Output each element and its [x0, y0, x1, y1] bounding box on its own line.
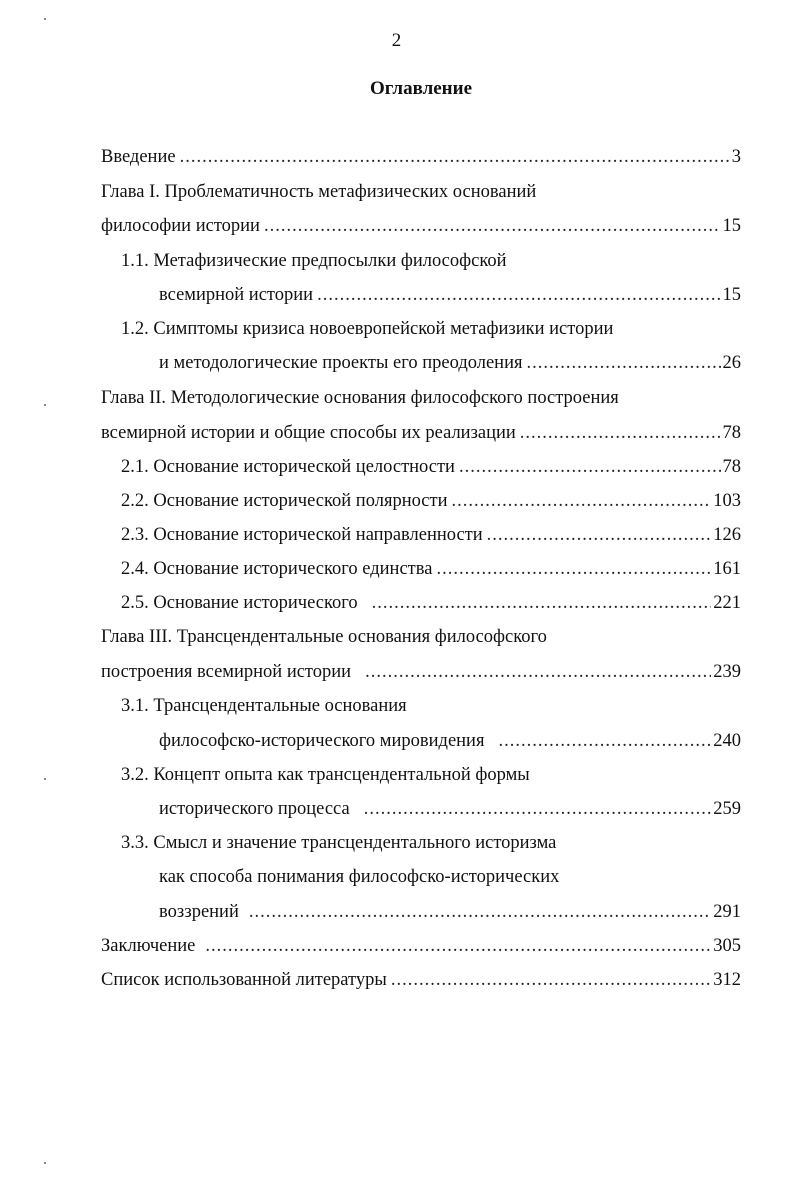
- dot-leader: [391, 963, 711, 997]
- toc-entry-label: Глава II. Методологические основания философского построения: [101, 388, 619, 408]
- toc-entry-conclusion[interactable]: [101, 929, 741, 963]
- toc-entry-label: 2.5. Основание исторического: [121, 593, 358, 613]
- toc-entry-section-1-1-cont[interactable]: [159, 278, 741, 312]
- dot-leader: [249, 895, 711, 929]
- toc-entry-label: Заключение: [101, 936, 196, 956]
- toc-entry-label: 1.1. Метафизические предпосылки философской: [121, 251, 507, 271]
- toc-entry-label: Глава III. Трансцендентальные основания философского: [101, 627, 547, 647]
- dot-leader: [527, 346, 721, 380]
- toc-entry-label: и методологические проекты его преодоления: [159, 353, 523, 373]
- toc-entry-label: 3.3. Смысл и значение трансцендентального историзма: [121, 833, 557, 853]
- dot-leader: [317, 278, 720, 312]
- margin-mark: [44, 778, 46, 780]
- toc-entry-page: 305: [713, 936, 741, 956]
- toc-entry-label: 3.1. Трансцендентальные основания: [121, 696, 407, 716]
- toc-entry-label: исторического процесса: [159, 799, 350, 819]
- dot-leader: [498, 724, 711, 758]
- toc-entry-introduction[interactable]: [101, 140, 741, 174]
- toc-entry-chapter-1[interactable]: [101, 175, 536, 209]
- toc-entry-page: 78: [722, 423, 741, 443]
- toc-entry-page: 103: [713, 491, 741, 511]
- toc-entry-label: всемирной истории и общие способы их реализации: [101, 423, 516, 443]
- dot-leader: [459, 450, 721, 484]
- margin-mark: [44, 18, 46, 20]
- dot-leader: [180, 140, 730, 174]
- toc-entry-section-1-2-cont[interactable]: [159, 346, 741, 380]
- toc-entry-chapter-1-cont[interactable]: [101, 209, 741, 243]
- toc-entry-page: 15: [722, 285, 741, 305]
- dot-leader: [365, 655, 711, 689]
- dot-leader: [520, 416, 721, 450]
- toc-entry-chapter-3-cont[interactable]: [101, 655, 741, 689]
- toc-entry-section-2-5[interactable]: [121, 586, 741, 620]
- toc-entry-page: 239: [713, 662, 741, 682]
- toc-entry-section-3-3[interactable]: [121, 826, 556, 860]
- dot-leader: [264, 209, 721, 243]
- dot-leader: [487, 518, 712, 552]
- toc-entry-label: философско-исторического мировидения: [159, 731, 485, 751]
- toc-entry-label: 2.4. Основание исторического единства: [121, 559, 433, 579]
- page-number: 2: [391, 30, 402, 51]
- page-title: Оглавление: [369, 78, 473, 99]
- toc-entry-section-3-3-cont[interactable]: [159, 860, 559, 894]
- toc-entry-label: как способа понимания философско-исторических: [159, 867, 560, 887]
- toc-entry-label: 1.2. Симптомы кризиса новоевропейской метафизики истории: [121, 319, 614, 339]
- toc-entry-label: 2.2. Основание исторической полярности: [121, 491, 448, 511]
- toc-entry-section-3-3-cont2[interactable]: [159, 895, 741, 929]
- toc-entry-section-3-2[interactable]: [121, 758, 530, 792]
- toc-entry-page: 126: [713, 525, 741, 545]
- dot-leader: [205, 929, 711, 963]
- dot-leader: [452, 484, 712, 518]
- toc-entry-page: 221: [713, 593, 741, 613]
- toc-entry-page: 26: [722, 353, 741, 373]
- toc-entry-page: 240: [713, 731, 741, 751]
- toc-entry-section-3-1[interactable]: [121, 689, 407, 723]
- toc-entry-section-2-1[interactable]: [121, 450, 741, 484]
- toc-entry-page: 15: [722, 216, 741, 236]
- toc-entry-page: 3: [731, 147, 741, 167]
- toc-entry-page: 259: [713, 799, 741, 819]
- toc-entry-page: 78: [722, 457, 741, 477]
- toc-entry-section-3-1-cont[interactable]: [159, 724, 741, 758]
- toc-entry-label: Список использованной литературы: [101, 970, 387, 990]
- toc-entry-section-2-4[interactable]: [121, 552, 741, 586]
- toc-entry-chapter-2-cont[interactable]: [101, 416, 741, 450]
- toc-entry-label: воззрений: [159, 902, 239, 922]
- toc-entry-page: 312: [713, 970, 741, 990]
- toc-entry-chapter-3[interactable]: [101, 620, 547, 654]
- dot-leader: [372, 586, 712, 620]
- toc-entry-section-2-3[interactable]: [121, 518, 741, 552]
- dot-leader: [364, 792, 712, 826]
- toc-entry-label: всемирной истории: [159, 285, 314, 305]
- toc-entry-page: 291: [713, 902, 741, 922]
- toc-entry-label: построения всемирной истории: [101, 662, 352, 682]
- toc-entry-chapter-2[interactable]: [101, 381, 619, 415]
- toc-entry-section-2-2[interactable]: [121, 484, 741, 518]
- toc-entry-section-1-2[interactable]: [121, 312, 613, 346]
- toc-entry-label: Глава I. Проблематичность метафизических оснований: [101, 182, 537, 202]
- toc-entry-page: 161: [713, 559, 741, 579]
- toc-entry-references[interactable]: [101, 963, 741, 997]
- toc-entry-label: 2.3. Основание исторической направленности: [121, 525, 483, 545]
- toc-entry-label: Введение: [101, 147, 176, 167]
- margin-mark: [44, 1162, 46, 1164]
- toc-entry-section-1-1[interactable]: [121, 244, 507, 278]
- toc-entry-label: 2.1. Основание исторической целостности: [121, 457, 455, 477]
- toc-entry-section-3-2-cont[interactable]: [159, 792, 741, 826]
- toc-entry-label: философии истории: [101, 216, 260, 236]
- toc-entry-label: 3.2. Концепт опыта как трансцендентальной формы: [121, 765, 530, 785]
- margin-mark: [44, 404, 46, 406]
- dot-leader: [436, 552, 711, 586]
